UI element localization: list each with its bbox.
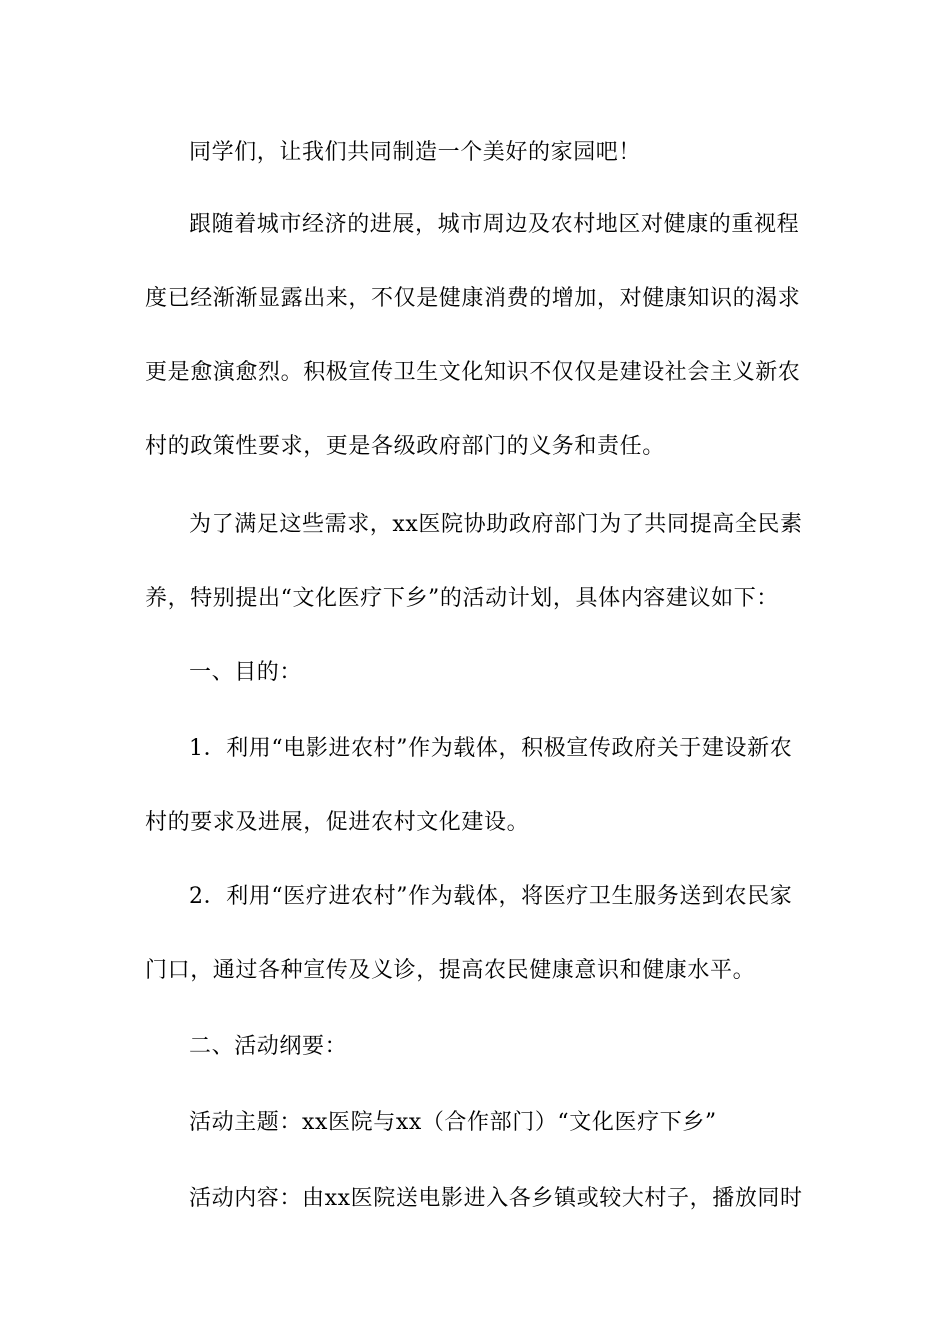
paragraph-plan-line-2: 养，特别提出“文化医疗下乡”的活动计划，具体内容建议如下： (145, 586, 779, 611)
paragraph-intro-line-1: 跟随着城市经济的进展，城市周边及农村地区对健康的重视程 (189, 212, 800, 237)
activity-content-line: 活动内容：由xx医院送电影进入各乡镇或较大村子，播放同时 (189, 1186, 803, 1211)
paragraph-closing-line: 同学们，让我们共同制造一个美好的家园吧！ (189, 140, 642, 165)
paragraph-intro-line-3: 更是愈演愈烈。积极宣传卫生文化知识不仅仅是建设社会主义新农 (145, 360, 801, 385)
list-item-2-line-1: 2．利用“医疗进农村”作为载体，将医疗卫生服务送到农民家 (189, 884, 793, 909)
list-item-2-line-2: 门口，通过各种宣传及义诊，提高农民健康意识和健康水平。 (145, 958, 756, 983)
paragraph-plan-line-1: 为了满足这些需求，xx医院协助政府部门为了共同提高全民素 (189, 512, 803, 537)
paragraph-intro-line-4: 村的政策性要求，更是各级政府部门的义务和责任。 (145, 434, 665, 459)
list-item-1-line-2: 村的要求及进展，促进农村文化建设。 (145, 810, 530, 835)
section-heading-purpose: 一、目的： (189, 660, 303, 685)
activity-theme-line: 活动主题：xx医院与xx（合作部门）“文化医疗下乡” (189, 1110, 717, 1135)
list-item-1-line-1: 1．利用“电影进农村”作为载体，积极宣传政府关于建设新农 (189, 736, 793, 761)
section-heading-outline: 二、活动纲要： (189, 1034, 348, 1059)
paragraph-intro-line-2: 度已经渐渐显露出来，不仅是健康消费的增加，对健康知识的渴求 (145, 286, 801, 311)
